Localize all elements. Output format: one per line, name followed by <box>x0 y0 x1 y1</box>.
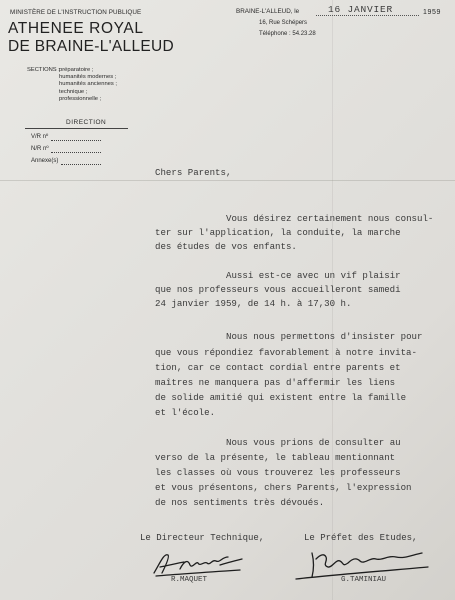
text-line: de nos sentiments très dévoués. <box>155 497 325 508</box>
text-line: ter sur l'application, la conduite, la marche <box>155 227 401 238</box>
section-item: humanités modernes ; <box>59 74 117 81</box>
sections-label: SECTIONS : <box>27 67 60 73</box>
text-line: les classes où vous trouverez les professeurs <box>155 467 401 478</box>
ref-nr-label: N/R nº <box>31 146 49 152</box>
letter-year: 1959 <box>423 9 441 16</box>
text-line: 24 janvier 1959, de 14 h. à 17,30 h. <box>155 298 352 309</box>
text-line: Aussi est-ce avec un vif plaisir <box>226 270 401 281</box>
left-signature-icon <box>150 545 245 580</box>
letter-date: 16 JANVIER <box>328 4 394 15</box>
text-line: Nous vous prions de consulter au <box>226 437 401 448</box>
ref-vr-label: V/R nº <box>31 134 49 140</box>
annex-label: Annexe(s) <box>31 158 59 164</box>
ministry-heading: MINISTÈRE DE L'INSTRUCTION PUBLIQUE <box>10 9 142 16</box>
text-line: et l'école. <box>155 407 216 418</box>
divider <box>25 128 128 129</box>
text-line: Nous nous permettons d'insister pour <box>226 331 423 342</box>
text-line: maîtres ne manquera pas d'affermir les liens <box>155 377 396 388</box>
annex <box>31 158 58 164</box>
school-name-line2: DE BRAINE-L'ALLEUD <box>8 38 174 55</box>
school-address: 16, Rue Schépers <box>259 20 308 26</box>
right-signatory-title: Le Préfet des Etudes, <box>304 533 418 543</box>
text-line: des études de vos enfants. <box>155 241 297 252</box>
ref-nr <box>31 146 49 152</box>
salutation: Chers Parents, <box>155 167 232 178</box>
school-name-line1: ATHENEE ROYAL <box>8 20 144 37</box>
text-line: que nos professeurs vous accueilleront samedi <box>155 284 401 295</box>
text-line: tion, car ce contact cordial entre parents et <box>155 362 401 373</box>
left-signatory-title: Le Directeur Technique, <box>140 533 265 543</box>
direction-label: DIRECTION <box>66 119 107 126</box>
school-phone: Téléphone : 54.23.28 <box>259 31 316 37</box>
ref-vr <box>31 134 48 140</box>
section-item: humanités anciennes ; <box>59 81 118 88</box>
right-signatory-name: G.TAMINIAU <box>341 576 387 584</box>
blank-line <box>51 140 101 141</box>
blank-line <box>61 164 101 165</box>
blank-line <box>51 152 101 153</box>
text-line: Vous désirez certainement nous consul- <box>226 213 434 224</box>
date-line <box>316 15 419 16</box>
text-line: verso de la présente, le tableau mentionnant <box>155 452 396 463</box>
section-item: préparatoire ; <box>59 67 94 73</box>
left-signatory-name: R.MAQUET <box>171 576 208 584</box>
text-line: que vous répondiez favorablement à notre invita- <box>155 347 417 358</box>
text-line: et vous présentons, chers Parents, l'expression <box>155 482 412 493</box>
text-line: de solide amitié qui existent entre la famille <box>155 392 407 403</box>
paper-fold <box>0 180 455 181</box>
place-label: BRAINE-L'ALLEUD, le <box>236 8 300 15</box>
section-item: technique ; <box>59 88 88 95</box>
section-item: professionnelle ; <box>59 95 102 102</box>
